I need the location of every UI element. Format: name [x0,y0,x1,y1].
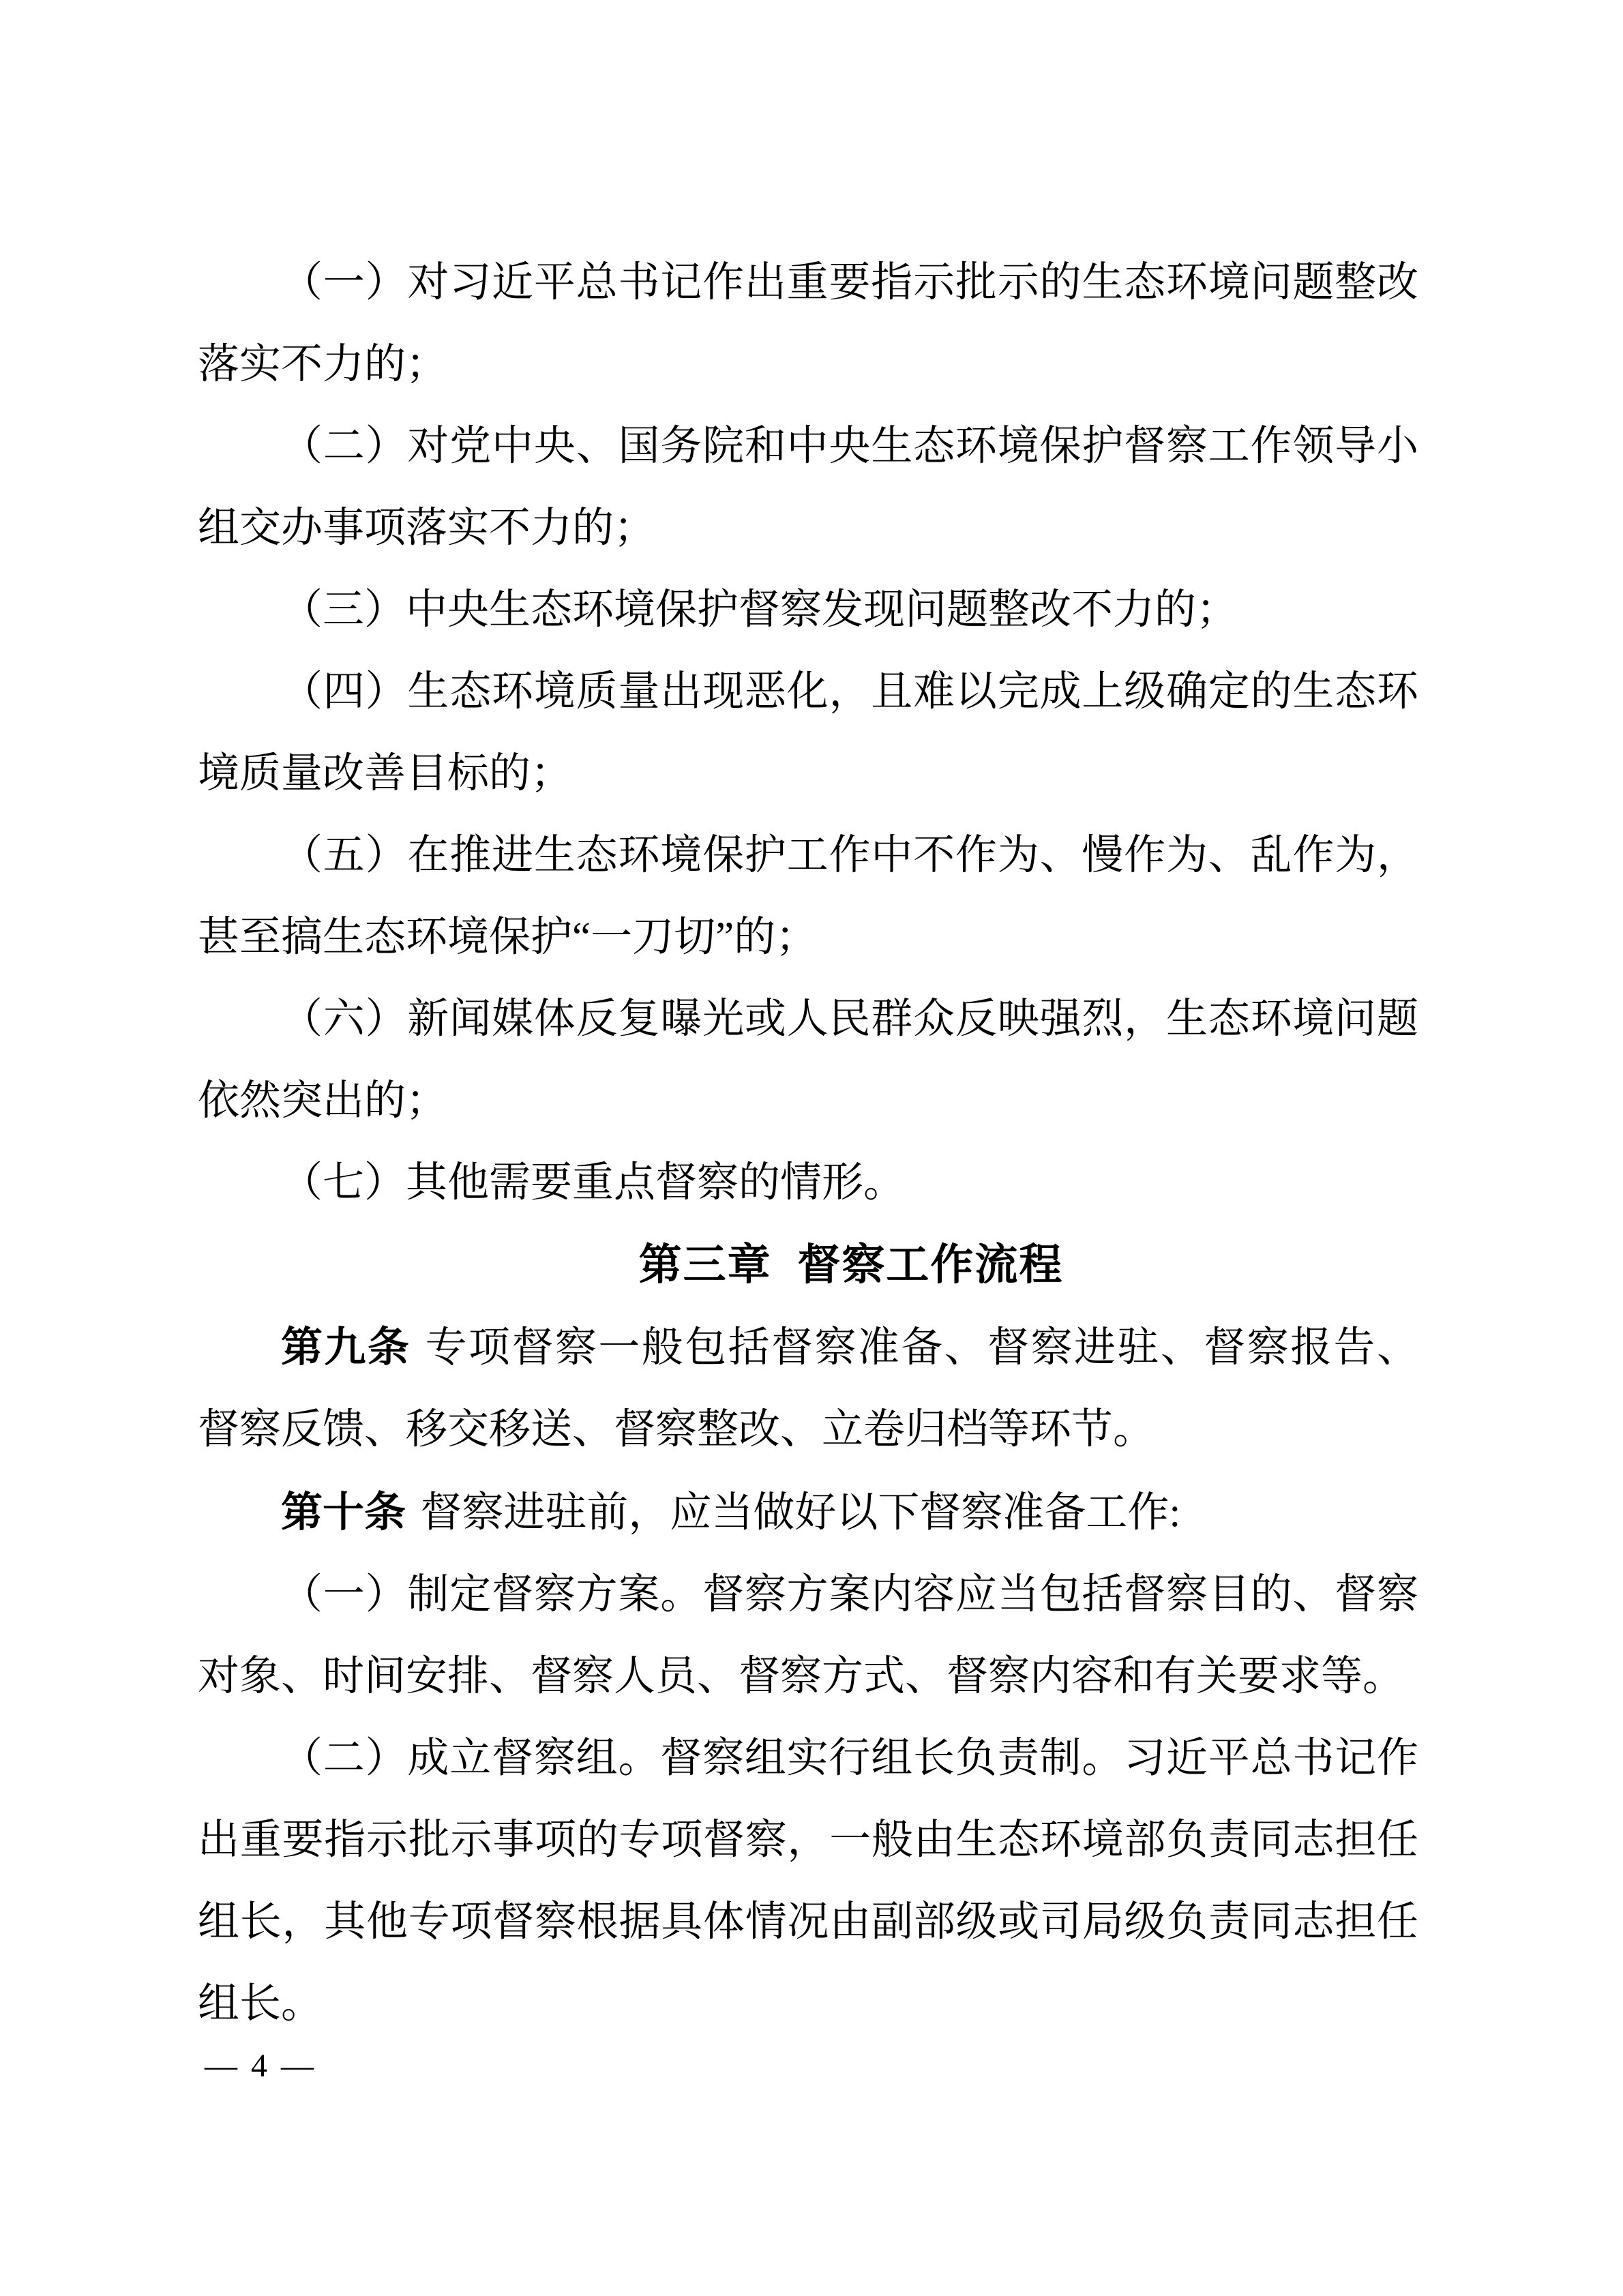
chapter-title: 督察工作流程 [797,1241,1064,1289]
document-body [198,242,1418,2045]
article-9 [198,1306,1418,1471]
prep-item-1: （一）制定督察方案。督察方案内容应当包括督察目的、督察对象、时间安排、督察人员、督察方式、督察内容和有关要求等。 [198,1572,1418,1699]
clause-item-2: （二）对党中央、国务院和中央生态环境保护督察工作领导小组交办事项落实不力的； [198,423,1418,551]
prep-item-2: （二）成立督察组。督察组实行组长负责制。习近平总书记作出重要指示批示事项的专项督察，一般由生态环境部负责同志担任组长，其他专项督察根据具体情况由副部级或司局级负责同志担任组长。 [198,1735,1418,2027]
clause-item-3: （三）中央生态环境保护督察发现问题整改不力的； [281,587,1238,633]
article-9-label: 第九条 [281,1324,411,1370]
article-10-text: 督察进驻前，应当做好以下督察准备工作: [420,1490,1181,1536]
chapter-number: 第三章 [638,1241,772,1289]
clause-item-4: （四）生态环境质量出现恶化，且难以完成上级确定的生态环境质量改善目标的； [198,669,1418,796]
clause-item-1: （一）对习近平总书记作出重要指示批示的生态环境问题整改落实不力的； [198,260,1418,387]
article-9-text: 专项督察一般包括督察准备、督察进驻、督察报告、督察反馈、移交移送、督察整改、立卷归档等环节。 [198,1325,1418,1452]
chapter-heading [198,1224,1418,1306]
clause-item-7: （七）其他需要重点督察的情形。 [281,1160,906,1206]
clause-item-5: （五）在推进生态环境保护工作中不作为、慢作为、乱作为，甚至搞生态环境保护“一刀切”的； [198,833,1418,960]
footer-page-number: — 4 — [205,2048,316,2084]
clause-item-6: （六）新闻媒体反复曝光或人民群众反映强烈，生态环境问题依然突出的； [198,996,1418,1124]
article-10 [198,1471,1418,1554]
article-10-label: 第十条 [281,1489,406,1535]
